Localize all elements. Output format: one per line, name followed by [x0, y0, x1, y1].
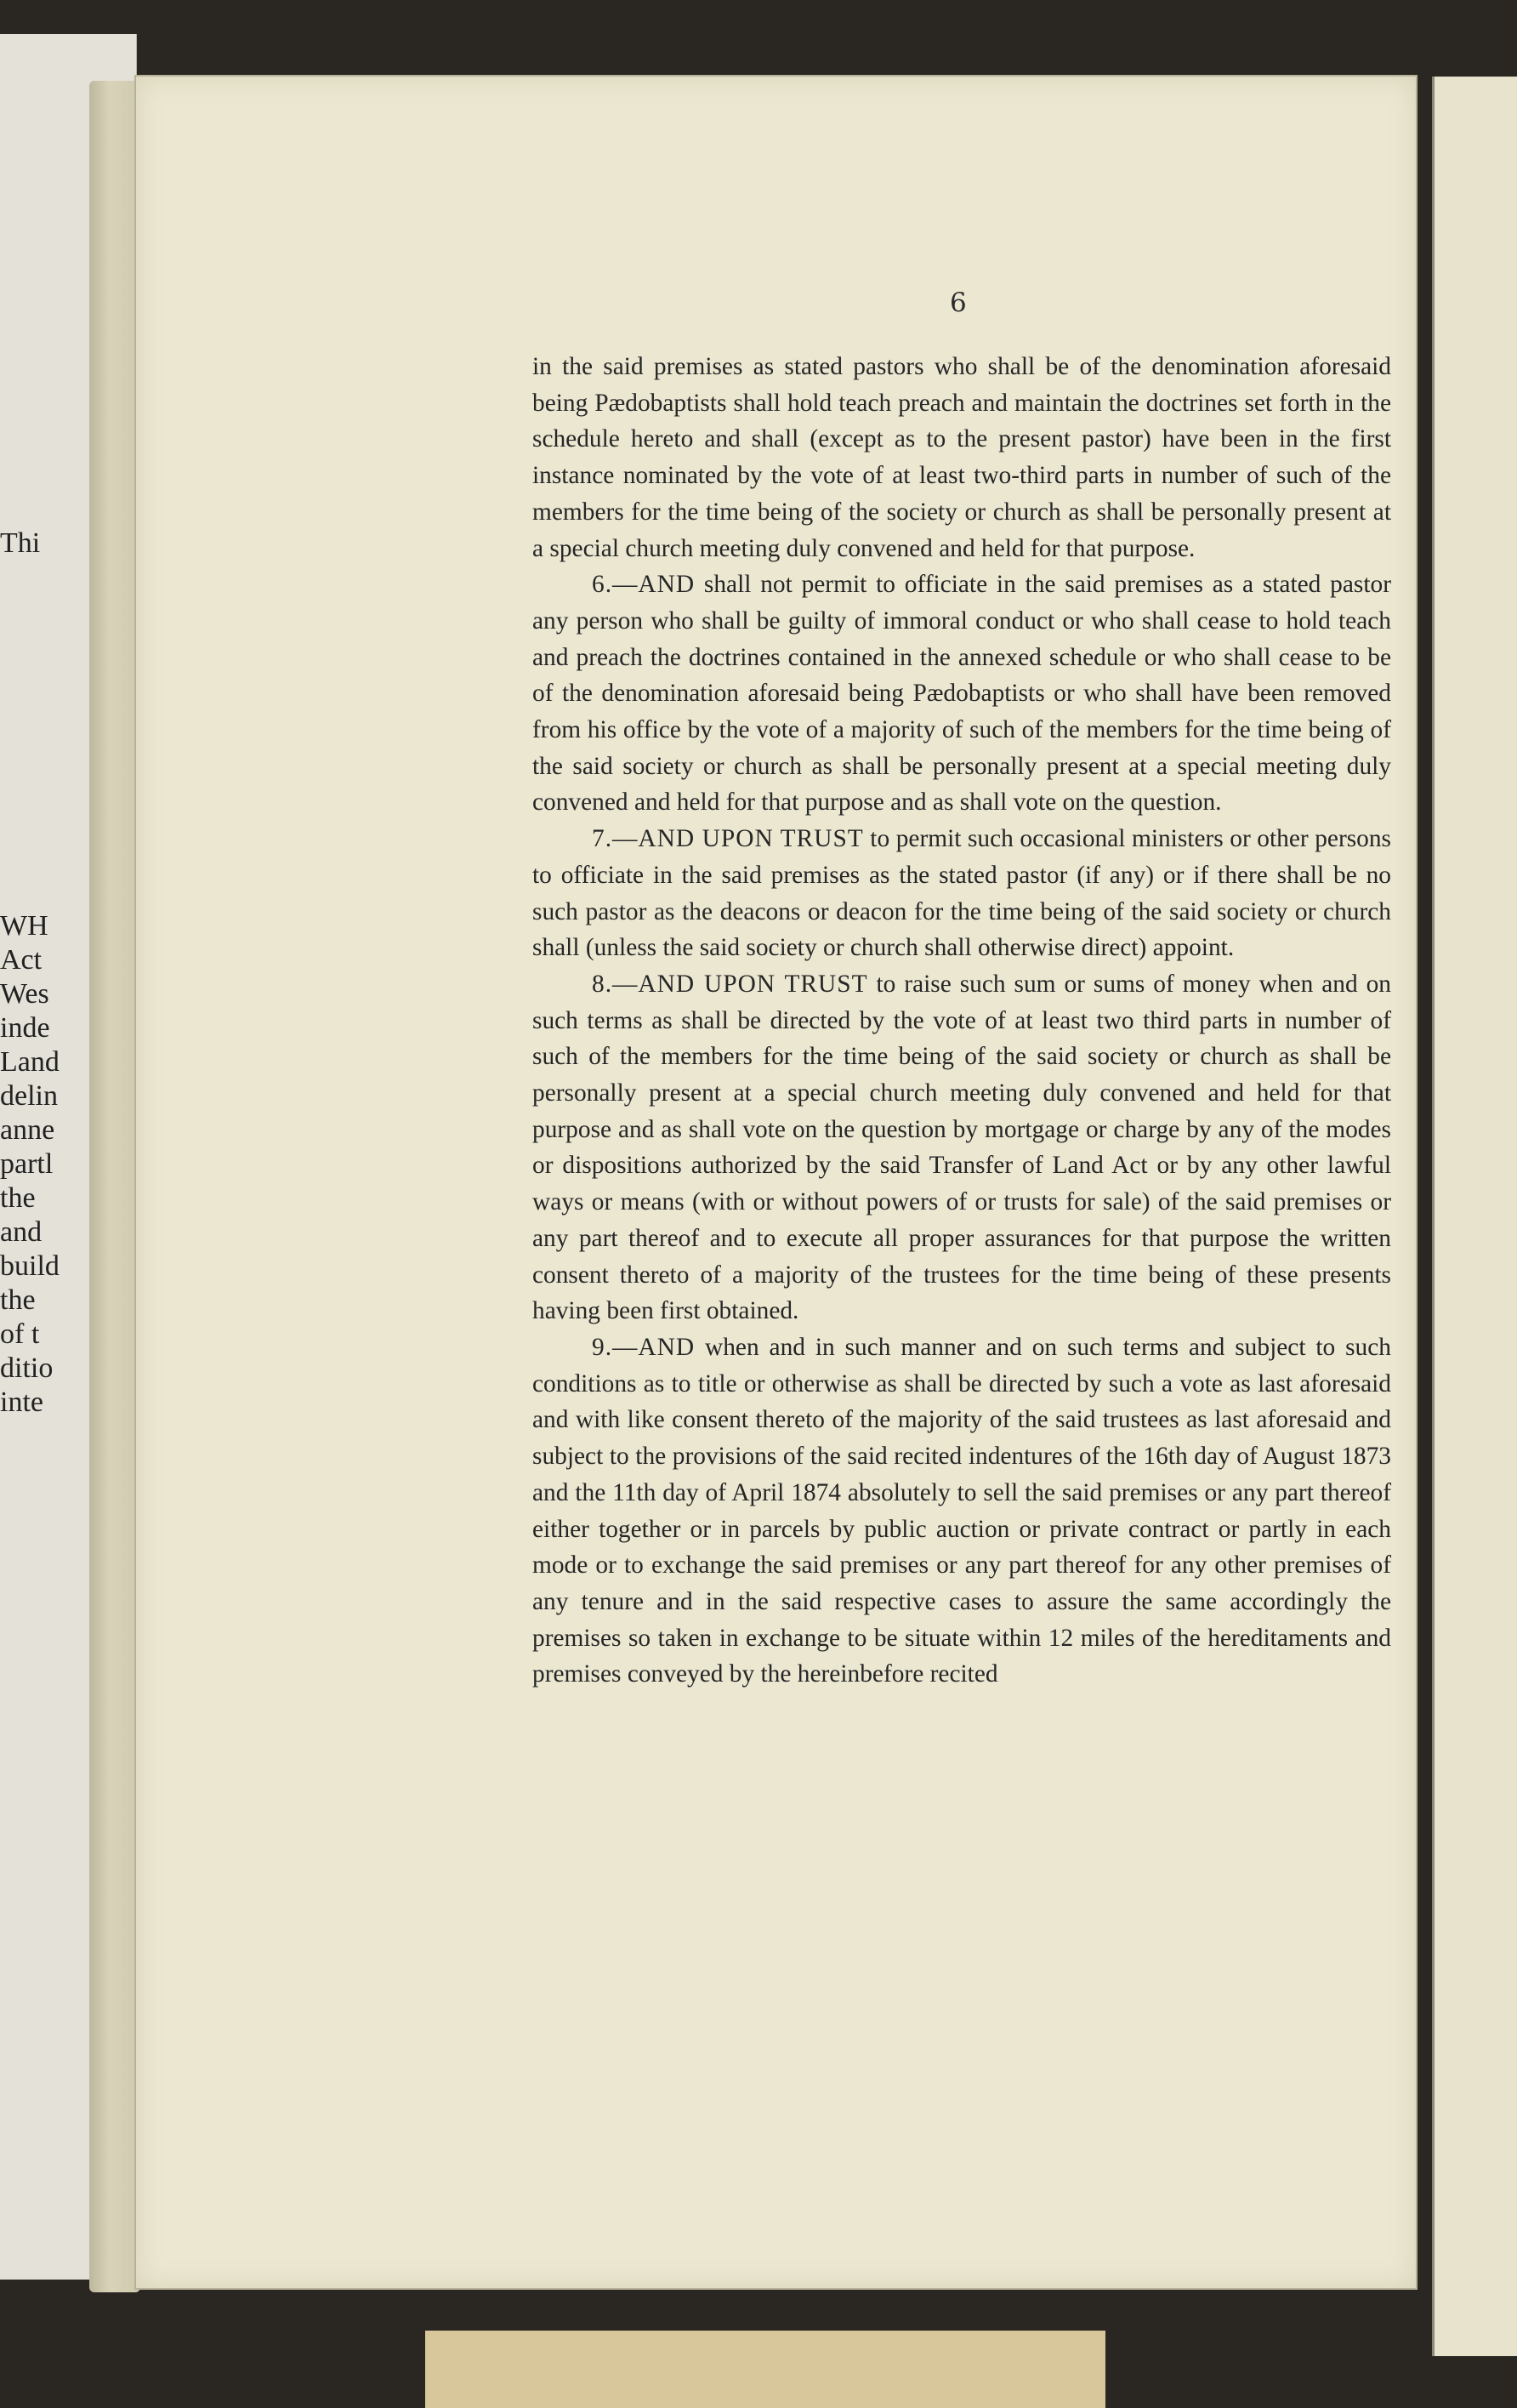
body-text [532, 349, 1391, 1693]
binding-strip [89, 81, 140, 2292]
sheet-fragment: of t [0, 1318, 40, 1350]
sheet-fragment: the [0, 1284, 36, 1316]
clause-text: to permit such occasional ministers or other persons to officiate in the said premises as the stated pastor (if any) or if there shall be no such pastor as the deacons or deacon for the time being of the said society or church shall (unless the said society or church shall otherwise direct) appoint. [532, 825, 1391, 962]
sheet-fragment: ditio [0, 1352, 54, 1384]
sheet-fragment: and [0, 1216, 43, 1248]
clause-lead: 8.—AND UPON TRUST [592, 970, 868, 998]
clause-text: shall not permit to officiate in the said premises as a stated pastor any person who shall be guilty of immoral conduct or who shall cease to hold teach and preach the doctrines contained in the annexed schedule or who shall cease to be of the denomination aforesaid being Pædobaptists or who shall have been removed from his office by the vote of a majority of such of the members for the time being of the said society or church as shall be personally present at a special meeting duly convened and held for that purpose and as shall vote on the question. [532, 571, 1391, 817]
sheet-fragment: anne [0, 1114, 55, 1146]
paper-tab [425, 2331, 1105, 2408]
clause-7 [532, 821, 1391, 966]
paragraph-continued: in the said premises as stated pastors who shall be of the denomination aforesaid being Pædobaptists shall hold teach preach and maintain the doctrines set forth in the schedule hereto and shall (except as to the present pastor) have been in the first instance nominated by the vote of at least two-third parts in number of such of the members for the time being of the society or church as shall be personally present at a special church meeting duly convened and held for that purpose. [532, 353, 1391, 562]
clause-lead: 7.—AND UPON TRUST [592, 825, 864, 853]
clause-lead: 9.—AND [592, 1333, 696, 1361]
sheet-fragment: inde [0, 1012, 50, 1044]
clause-8 [532, 966, 1391, 1329]
sheet-fragment: Act [0, 944, 43, 976]
sheet-fragment: partl [0, 1148, 54, 1180]
sheet-fragment: Land [0, 1046, 60, 1078]
clause-text: when and in such manner and on such terms and subject to such conditions as to title or otherwise as shall be directed by such a vote as last aforesaid and with like consent thereto of the majority of the said trustees as last aforesaid and subject to the provisions of the said recited indentures of the 16th day of August 1873 and the 11th day of April 1874 absolutely to sell the said premises or any part thereof either together or in parcels by public auction or private contract or partly in each mode or to exchange the said premises or any part thereof for any other premises of any tenure and in the said respective cases to assure the same accordingly the premises so taken in exchange to be situate within 12 miles of the hereditaments and premises conveyed by the hereinbefore recited [532, 1333, 1391, 1688]
clause-9 [532, 1329, 1391, 1693]
clause-text: to raise such sum or sums of money when and on such terms as shall be directed by the vote of at least two third parts in number of such of the members for the time being of the said society or church as shall be personally present at a special church meeting duly convened and held for that purpose and as shall vote on the question by mortgage or charge by any of the modes or dispositions authorized by the said Transfer of Land Act or by any other lawful ways or means (with or without powers of or trusts for sale) of the said premises or any part thereof and to execute all proper assurances for that purpose the written consent thereto of a majority of the trustees for the time being of these presents having been first obtained. [532, 970, 1391, 1325]
page-number: 6 [950, 287, 967, 318]
sheet-fragment: Wes [0, 978, 49, 1010]
sheet-fragment: delin [0, 1080, 58, 1112]
clause-6 [532, 566, 1391, 821]
sheet-fragment: the [0, 1182, 36, 1214]
clause-lead: 6.—AND [592, 571, 696, 599]
adjacent-page-edge [1432, 77, 1517, 2356]
sheet-fragment: inte [0, 1386, 43, 1418]
sheet-fragment: build [0, 1250, 60, 1282]
sheet-fragment: WH [0, 910, 48, 942]
sheet-fragment: Thi [0, 527, 41, 559]
